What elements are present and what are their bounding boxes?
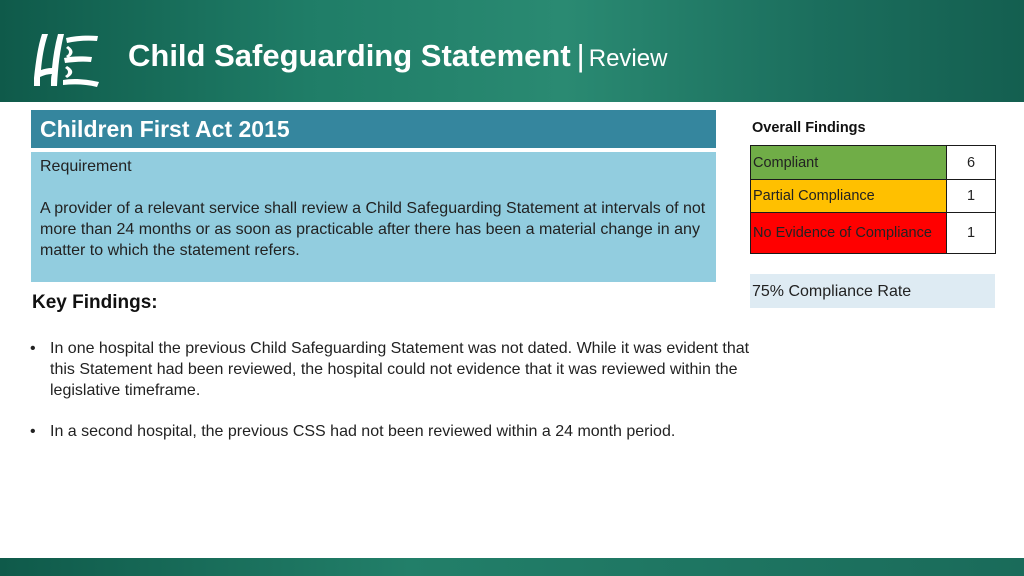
- no-evidence-label: No Evidence of Compliance: [751, 213, 947, 254]
- table-row: [751, 146, 996, 180]
- list-item: [30, 338, 770, 401]
- bullet-icon: •: [30, 340, 36, 357]
- finding-text: In one hospital the previous Child Safeguarding Statement was not dated. While it was evident that this Statement had been reviewed, the hospital could not evidence that it was reviewed within the legislative timeframe.: [50, 340, 750, 399]
- title-subtitle: Review: [588, 45, 668, 72]
- compliant-label: Compliant: [751, 146, 947, 180]
- list-item: [30, 421, 770, 442]
- title-separator: |: [576, 38, 585, 73]
- requirement-box: [31, 152, 716, 282]
- table-row: [751, 180, 996, 213]
- compliant-count: 6: [947, 146, 996, 180]
- bullet-icon: •: [30, 423, 36, 440]
- finding-text: In a second hospital, the previous CSS had not been reviewed within a 24 month period.: [50, 423, 676, 440]
- no-evidence-count: 1: [947, 213, 996, 254]
- footer-bar: [0, 558, 1024, 576]
- key-findings-title: Key Findings:: [32, 292, 158, 313]
- key-findings-list: [30, 338, 770, 462]
- act-title-bar: [31, 110, 716, 148]
- page-title: [128, 38, 667, 82]
- requirement-text: A provider of a relevant service shall review a Child Safeguarding Statement at intervals of not more than 24 months or as soon as practicable after there has been a material change in any matter to which the statement refers.: [40, 200, 706, 259]
- compliance-rate: 75% Compliance Rate: [752, 283, 912, 300]
- overall-findings-title: Overall Findings: [752, 120, 866, 136]
- hse-logo: [30, 30, 102, 90]
- compliance-rate-box: [750, 274, 995, 308]
- title-main: Child Safeguarding Statement: [128, 38, 571, 73]
- header-banner: [0, 0, 1024, 102]
- act-title: Children First Act 2015: [40, 116, 290, 142]
- requirement-label: Requirement: [40, 158, 132, 175]
- partial-compliance-count: 1: [947, 180, 996, 213]
- partial-compliance-label: Partial Compliance: [751, 180, 947, 213]
- overall-findings-table: [750, 145, 996, 254]
- table-row: [751, 213, 996, 254]
